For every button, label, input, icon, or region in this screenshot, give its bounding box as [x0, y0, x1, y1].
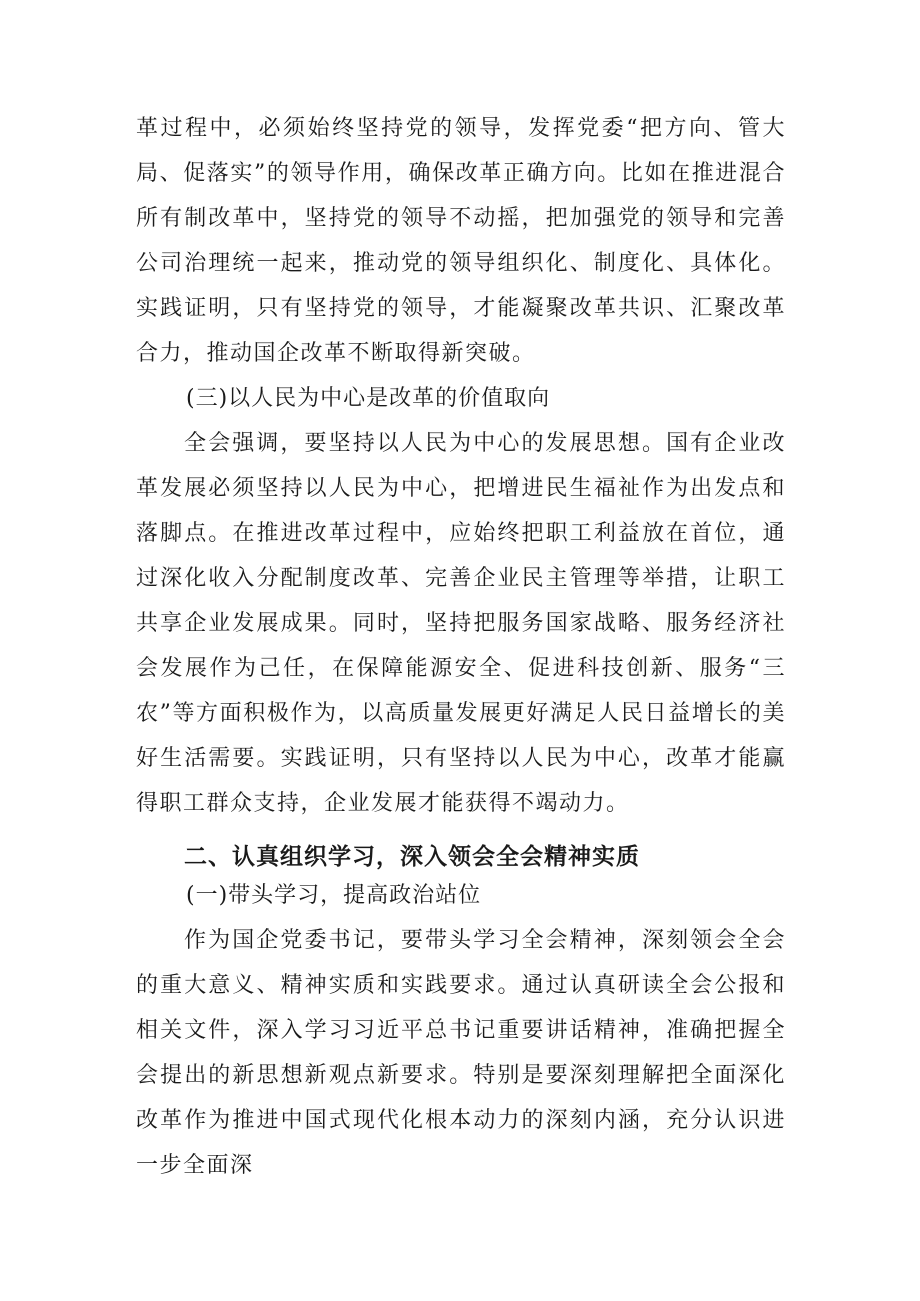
paragraph-lead-study: 作为国企党委书记，要带头学习全会精神，深刻领会全会的重大意义、精神实质和实践要求。通过认真研读全会公报和相关文件，深入学习习近平总书记重要讲话精神，准确把握全会提出的新思想新观点新要求。特别是要深刻理解把全面深化改革作为推进中国式现代化根本动力的深刻内涵，充分认识进一步全面深	[136, 928, 786, 1178]
chapter-heading-study: 二、认真组织学习，深入领会全会精神实质	[184, 844, 640, 870]
section-heading-lead-study: (一)带头学习，提高政治站位	[186, 883, 482, 908]
paragraph-people-centered: 全会强调，要坚持以人民为中心的发展思想。国有企业改革发展必须坚持以人民为中心，把增进民生福祉作为出发点和落脚点。在推进改革过程中，应始终把职工利益放在首位，通过深化收入分配制度改革、完善企业民主管理等举措，让职工共享企业发展成果。同时，坚持把服务国家战略、服务经济社会发展作为己任，在保障能源安全、促进科技创新、服务“三农”等方面积极作为，以高质量发展更好满足人民日益增长的美好生活需要。实践证明，只有坚持以人民为中心，改革才能赢得职工群众支持，企业发展才能获得不竭动力。	[136, 431, 786, 816]
paragraph-party-leadership: 革过程中，必须始终坚持党的领导，发挥党委“把方向、管大局、促落实”的领导作用，确保改革正确方向。比如在推进混合所有制改革中，坚持党的领导不动摇，把加强党的领导和完善公司治理统一起来，推动党的领导组织化、制度化、具体化。实践证明，只有坚持党的领导，才能凝聚改革共识、汇聚改革合力，推动国企改革不断取得新突破。	[136, 116, 786, 366]
section-heading-people-centered: (三)以人民为中心是改革的价值取向	[186, 386, 551, 411]
